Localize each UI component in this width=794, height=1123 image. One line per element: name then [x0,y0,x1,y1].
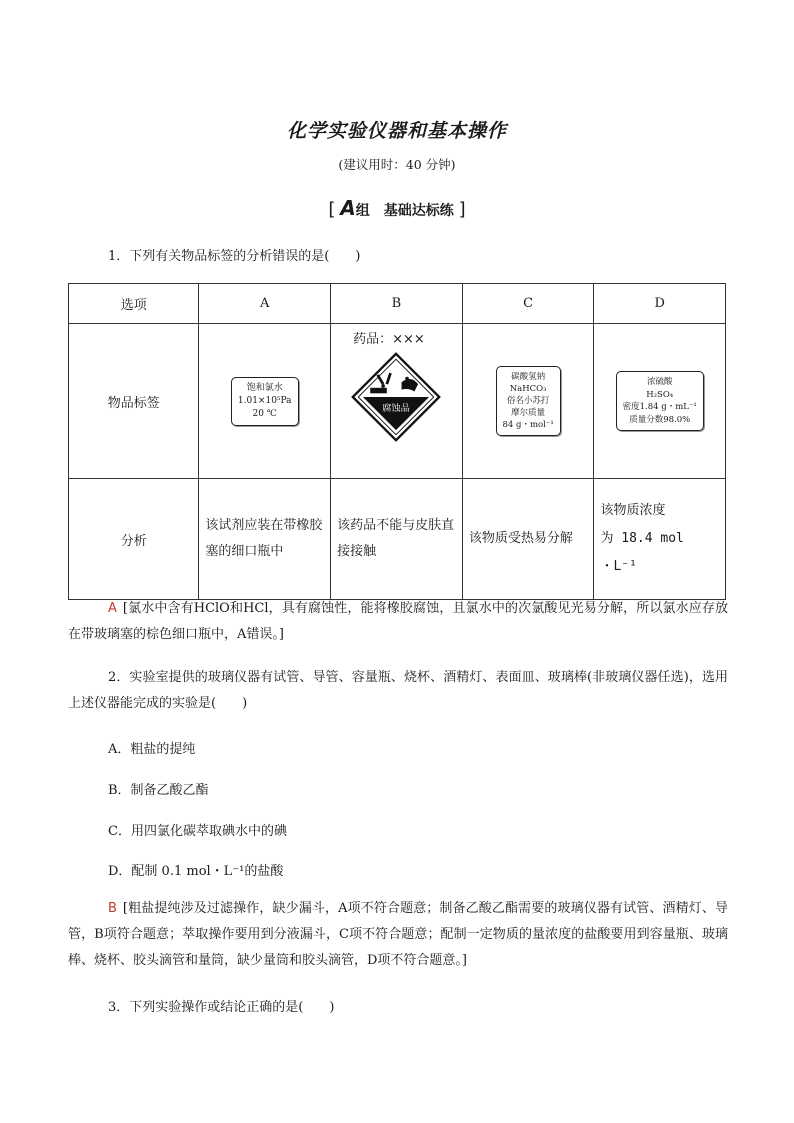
label-d-line: H₂SO₄ [646,389,674,400]
answer-explanation: [粗盐提纯涉及过滤操作，缺少漏斗，A项不符合题意；制备乙酸乙酯需要的玻璃仪器有试管、酒精灯、导管，B项符合题意；萃取操作要用到分液漏斗，C项不符合题意；配制一定物质的量浓度的盐酸要用到容量瓶、玻璃棒、烧杯、胶头滴管和量筒，缺少量筒和胶头滴管，D项不符合题意。] [68,901,728,968]
option-c: C．用四氯化碳萃取碘水中的碘 [108,824,287,839]
label-a-line: 饱和氯水 [246,382,283,393]
answer-key: A [108,601,117,616]
question-3-stem: 3．下列实验操作或结论正确的是( ) [108,1000,335,1015]
table-head-b: B [331,284,463,324]
answer-explanation: [氯水中含有HClO和HCl，具有腐蚀性，能将橡胶腐蚀，且氯水中的次氯酸见光易分解，所以氯水应存放在带玻璃塞的棕色细口瓶中，A错误。] [68,601,728,642]
label-d-card [616,371,704,431]
analysis-a: 该试剂应装在带橡胶塞的细口瓶中 [199,479,331,600]
page-title: 化学实验仪器和基本操作 [286,120,507,142]
analysis-b: 该药品不能与皮肤直接接触 [331,479,463,600]
option-b: B．制备乙酸乙酯 [108,783,209,798]
analysis-d-line: 为 18.4 mol [600,531,684,546]
label-c-line: 84 g・mol⁻¹ [502,420,554,430]
group-text: 组 基础达标练 [355,203,454,219]
answer-key: B [108,901,117,916]
label-c-card [496,366,561,436]
label-b-drug-name: 药品：××× [353,332,425,347]
group-bracket-close: ] [458,199,466,220]
label-c-line: NaHCO₃ [509,384,547,394]
table-head-option: 选项 [69,284,199,324]
row-label-item-label: 物品标签 [69,324,199,479]
question-2-stem: 2．实验室提供的玻璃仪器有试管、导管、容量瓶、烧杯、酒精灯、表面皿、玻璃棒(非玻璃仪器任选)，选用上述仪器能完成的实验是( ) [68,670,728,711]
question-1-answer [68,596,728,648]
label-a-line: 20 ℃ [252,408,277,419]
question-1-stem: 1．下列有关物品标签的分析错误的是( ) [108,249,361,264]
label-d-line: 质量分数98.0% [629,414,691,425]
label-c-line: 俗名小苏打 [506,396,550,406]
label-table [68,283,726,600]
label-d-line: 浓硫酸 [646,377,673,387]
question-2-answer [68,896,728,974]
suggested-time: (建议用时：40 分钟) [338,157,456,172]
label-c-cell [462,324,594,479]
label-d-line: 密度1.84 g・mL⁻¹ [622,402,697,412]
label-b-cell [331,324,463,479]
label-a-cell [199,324,331,479]
row-label-analysis: 分析 [69,479,199,600]
label-c-line: 摩尔质量 [511,408,546,418]
table-head-a: A [199,284,331,324]
group-bracket-open: [ [328,199,336,220]
option-d: D．配制 0.1 mol・L⁻¹的盐酸 [108,864,284,879]
analysis-c: 该物质受热易分解 [462,479,594,600]
analysis-d-line: ・L⁻¹ [600,559,637,574]
table-head-d: D [594,284,726,324]
label-d-cell [594,324,726,479]
analysis-d-line: 该物质浓度 [600,503,666,518]
corrosive-hazard-icon [350,351,442,443]
group-heading [0,196,794,220]
table-head-c: C [462,284,594,324]
label-a-card [231,377,299,426]
label-c-line: 碳酸氢钠 [511,372,546,382]
analysis-d [594,479,726,600]
corrosive-sign-text: 腐蚀品 [382,402,411,414]
group-letter: A [340,196,356,220]
option-a: A．粗盐的提纯 [108,742,196,757]
label-a-line: 1.01×10⁵Pa [237,395,292,406]
